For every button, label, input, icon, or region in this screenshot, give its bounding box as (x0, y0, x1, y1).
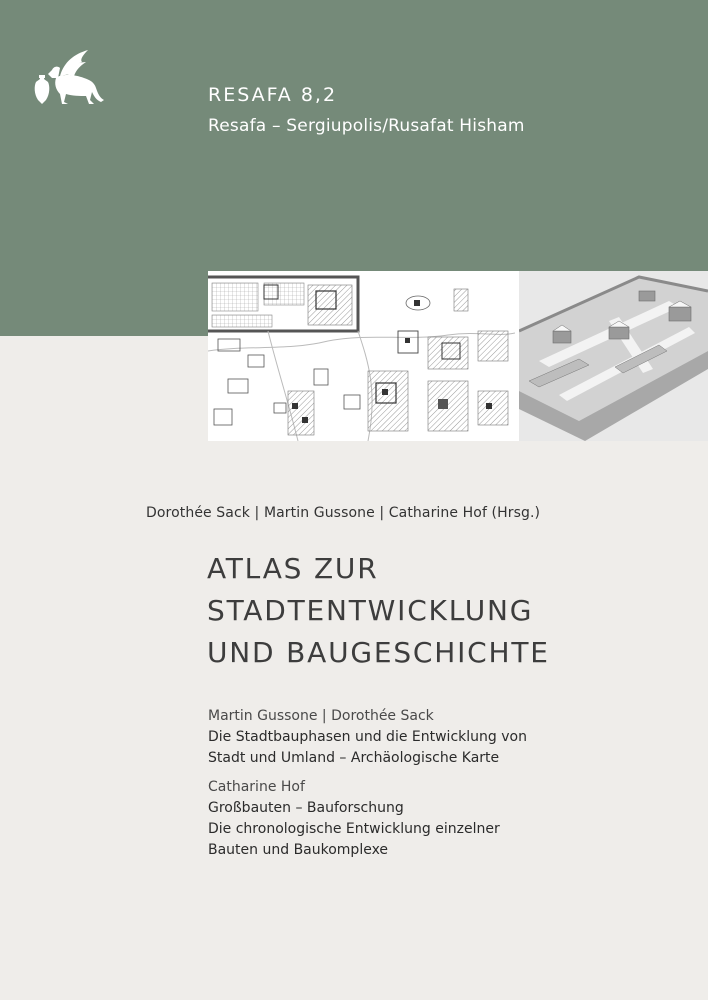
editors-line (146, 505, 540, 521)
contribution-title-line: Stadt und Umland – Archäologische Karte (208, 750, 500, 766)
editor-name: Martin Gussone (263, 505, 375, 521)
contribution-title-line: Die chronologische Entwicklung einzelner (208, 821, 500, 837)
title-line: UND BAUGESCHICHTE (207, 636, 550, 669)
city-3d-reconstruction-image (519, 271, 708, 441)
archaeological-map-image (208, 271, 515, 441)
editor-name: Catharine Hof (Hrsg.) (388, 505, 541, 521)
contribution-title-line: Bauten und Baukomplexe (208, 842, 389, 858)
book-title (207, 548, 550, 674)
contribution-authors: Martin Gussone | Dorothée Sack (208, 708, 434, 724)
contribution-authors: Catharine Hof (208, 779, 305, 795)
contribution-title-line: Die Stadtbauphasen und die Entwicklung von (208, 729, 527, 745)
contribution-1 (208, 706, 527, 769)
contribution-title-line: Großbauten – Bauforschung (208, 800, 404, 816)
series-subtitle: Resafa – Sergiupolis/Rusafat Hisham (208, 116, 525, 136)
separator: | (379, 505, 385, 521)
cover-image-strip (208, 271, 708, 441)
contribution-2 (208, 777, 500, 861)
separator: | (254, 505, 260, 521)
series-title: RESAFA 8,2 (208, 84, 338, 106)
griffin-logo-icon (30, 48, 106, 108)
title-line: ATLAS ZUR (207, 552, 379, 585)
editor-name: Dorothée Sack (146, 505, 250, 521)
title-line: STADTENTWICKLUNG (207, 594, 534, 627)
